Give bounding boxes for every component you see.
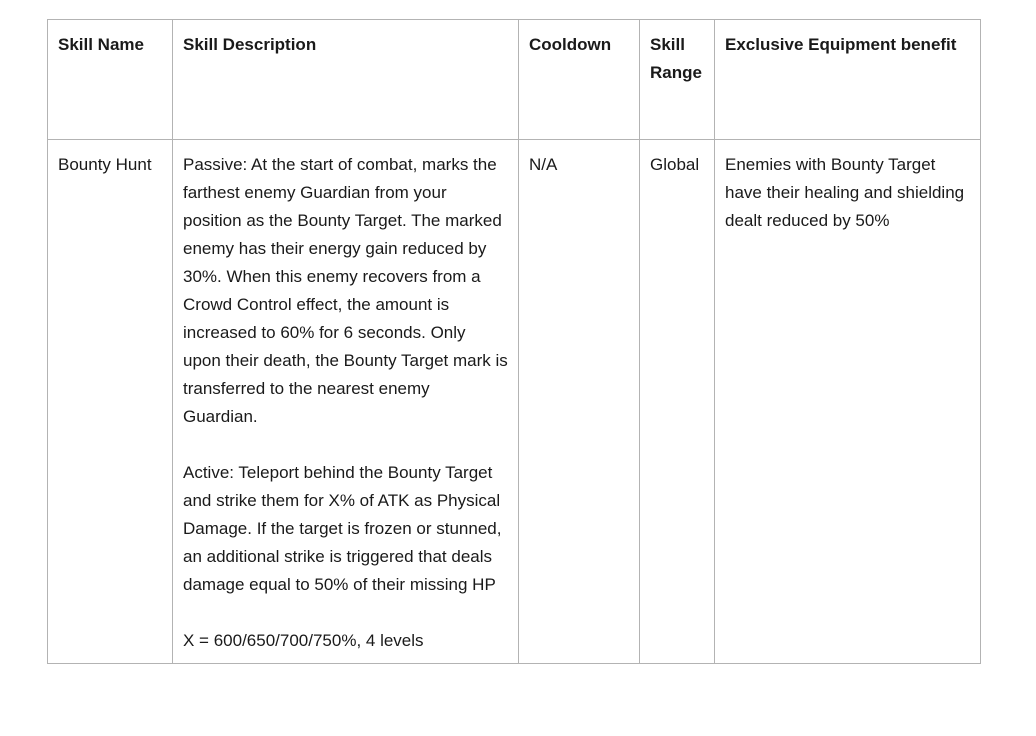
header-row xyxy=(48,20,981,140)
header-skill-range: Skill Range xyxy=(640,20,715,140)
cell-skill-range: Global xyxy=(640,140,715,664)
cell-cooldown: N/A xyxy=(519,140,640,664)
header-exclusive-equipment-benefit: Exclusive Equipment benefit xyxy=(715,20,981,140)
skills-table xyxy=(47,19,981,664)
cell-skill-description xyxy=(173,140,519,664)
cell-exclusive-equipment-benefit: Enemies with Bounty Target have their healing and shielding dealt reduced by 50% xyxy=(715,140,981,664)
table-row xyxy=(48,140,981,664)
description-passive: Passive: At the start of combat, marks the farthest enemy Guardian from your position as the Bounty Target. The marked enemy has their energy gain reduced by 30%. When this enemy recovers from a Crowd Control effect, the amount is increased to 60% for 6 seconds. Only upon their death, the Bounty Target mark is transferred to the nearest enemy Guardian. xyxy=(183,155,508,426)
paragraph-spacer xyxy=(183,599,508,627)
header-skill-description: Skill Description xyxy=(173,20,519,140)
header-cooldown: Cooldown xyxy=(519,20,640,140)
description-active: Active: Teleport behind the Bounty Target and strike them for X% of ATK as Physical Damage. If the target is frozen or stunned, an additional strike is triggered that deals damage equal to 50% of their missing HP xyxy=(183,463,502,594)
header-skill-name: Skill Name xyxy=(48,20,173,140)
description-levels: X = 600/650/700/750%, 4 levels xyxy=(183,631,424,650)
paragraph-spacer xyxy=(183,431,508,459)
cell-skill-name: Bounty Hunt xyxy=(48,140,173,664)
